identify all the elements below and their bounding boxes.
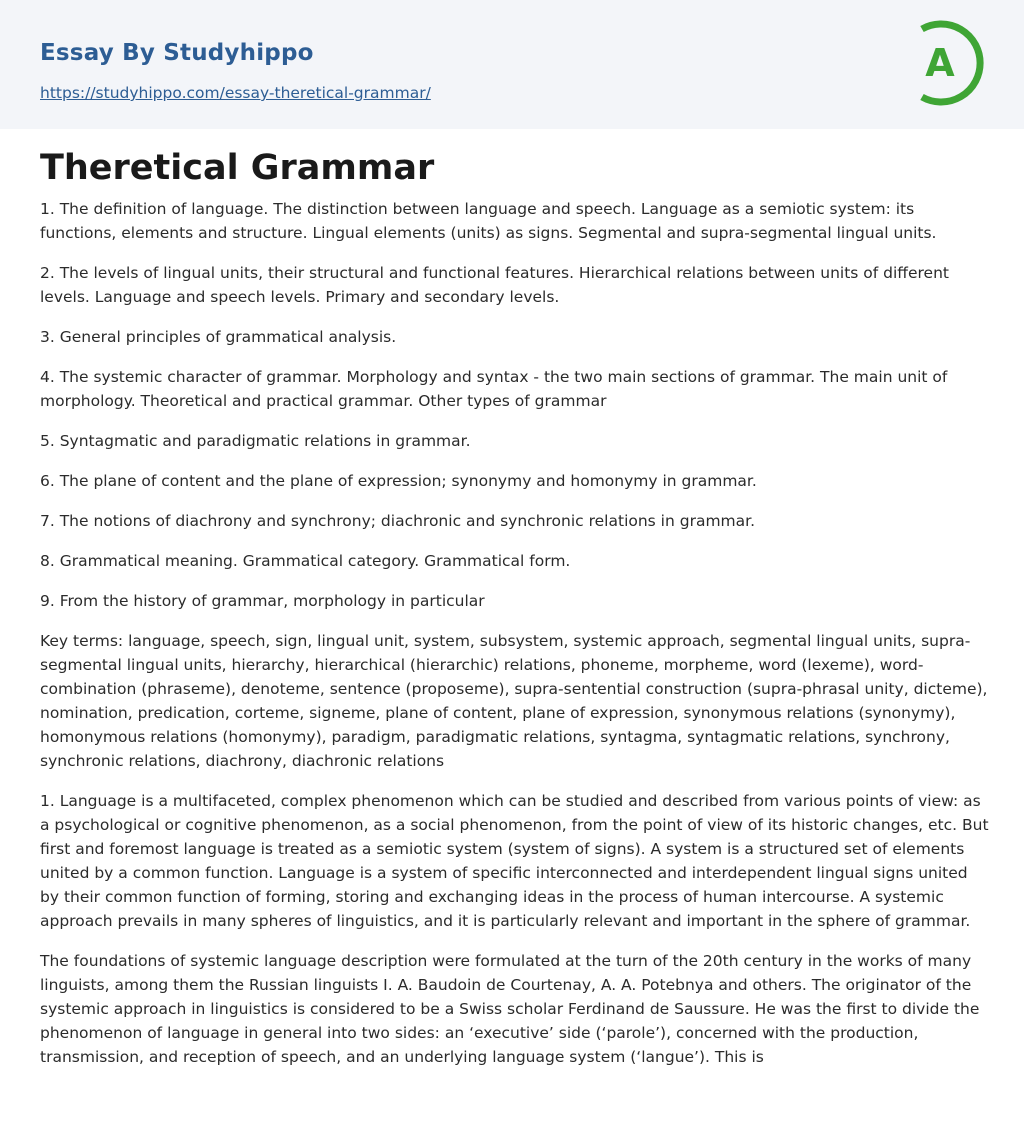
key-terms-paragraph: Key terms: language, speech, sign, lingual unit, system, subsystem, systemic approach, segmental lingual units, supra-segmental lingual units, hierarchy, hierarchical (hierarchic) relations, phoneme, morpheme, word (lexeme), word-combination (phraseme), denoteme, sentence (proposeme), supra-sentential construction (supra-phrasal unity, dicteme), nomination, predication, corteme, signeme, plane of content, plane of expression, synonymous relations (synonymy), homonymous relations (homonymy), paradigm, paradigmatic relations, syntagma, syntagmatic relations, synchrony, synchronic relations, diachrony, diachronic relations: [40, 632, 988, 770]
paragraph: 4. The systemic character of grammar. Morphology and syntax - the two main sections of grammar. The main unit of morphology. Theoretical and practical grammar. Other types of grammar: [40, 368, 948, 410]
site-header: [0, 0, 1024, 129]
paragraph: 3. General principles of grammatical analysis.: [40, 328, 397, 346]
studyhippo-logo-icon[interactable]: [898, 18, 988, 108]
paragraph: The foundations of systemic language description were formulated at the turn of the 20th century in the works of many linguists, among them the Russian linguists I. A. Baudoin de Courtenay, A. A. Potebnya and others. The originator of the systemic approach in linguistics is considered to be a Swiss scholar Ferdinand de Saussure. He was the first to divide the phenomenon of language in general into two sides: an ‘executive’ side (‘parole’), concerned with the production, transmission, and reception of speech, and an underlying language system (‘langue’). This is: [40, 952, 980, 1066]
paragraph: 1. Language is a multifaceted, complex phenomenon which can be studied and described from various points of view: as a psychological or cognitive phenomenon, as a social phenomenon, from the point of view of its historic changes, etc. But first and foremost language is treated as a semiotic system (system of signs). A system is a structured set of elements united by a common function. Language is a system of specific interconnected and interdependent lingual signs united by their common function of forming, storing and exchanging ideas in the process of human intercourse. A systemic approach prevails in many spheres of linguistics, and it is particularly relevant and important in the sphere of grammar.: [40, 792, 989, 930]
essay-url-link[interactable]: https://studyhippo.com/essay-theretical-grammar/: [40, 84, 431, 102]
paragraph: 9. From the history of grammar, morphology in particular: [40, 592, 485, 610]
article-body: [40, 145, 990, 1085]
paragraph: 2. The levels of lingual units, their structural and functional features. Hierarchical relations between units of different levels. Language and speech levels. Primary and secondary levels.: [40, 264, 949, 306]
paragraph: 1. The definition of language. The distinction between language and speech. Language as a semiotic system: its functions, elements and structure. Lingual elements (units) as signs. Segmental and supra-segmental lingual units.: [40, 200, 937, 242]
paragraph: 6. The plane of content and the plane of expression; synonymy and homonymy in grammar.: [40, 472, 757, 490]
paragraph: 8. Grammatical meaning. Grammatical category. Grammatical form.: [40, 552, 571, 570]
page-title: Theretical Grammar: [40, 148, 435, 188]
logo-letter: A: [925, 41, 955, 85]
paragraph: 5. Syntagmatic and paradigmatic relations in grammar.: [40, 432, 471, 450]
site-title[interactable]: Essay By Studyhippo: [40, 40, 314, 66]
paragraph: 7. The notions of diachrony and synchrony; diachronic and synchronic relations in grammar.: [40, 512, 756, 530]
